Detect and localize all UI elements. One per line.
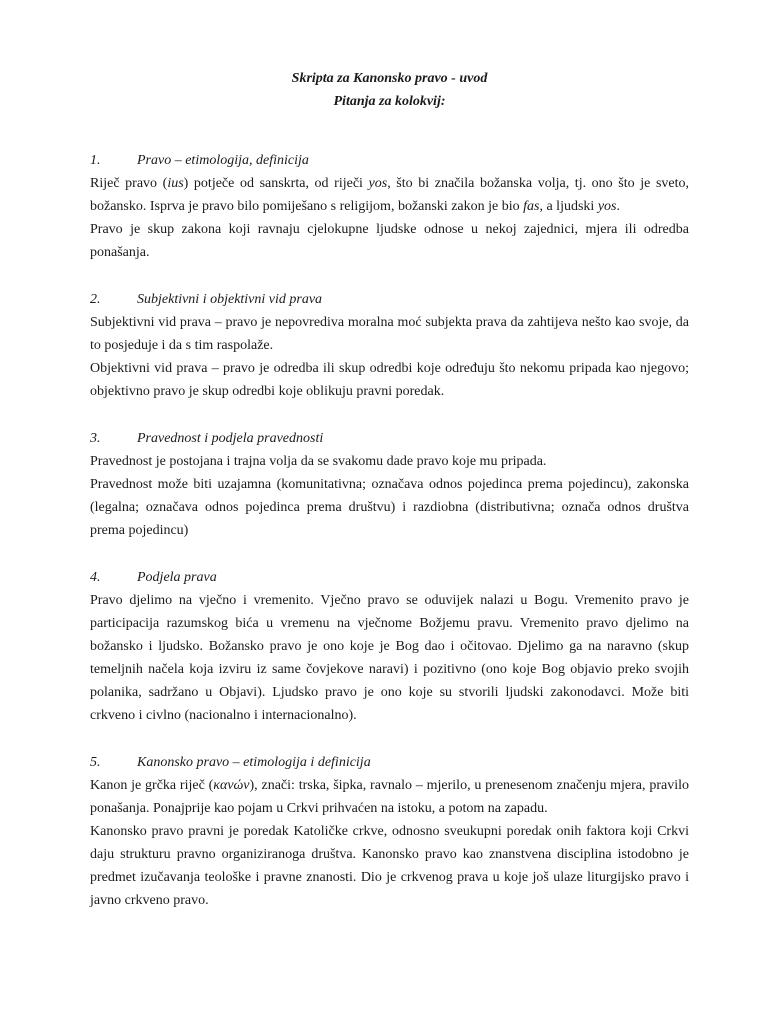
section-3	[90, 427, 689, 542]
text-run: Kanonsko pravo pravni je poredak Katoličke crkve, odnosno sveukupni poredak onih faktora koji Crkvi daju strukturu pravno organiziranoga društva. Kanonsko pravo kao znanstvena disciplina istodobno je predmet izučavanja teološke i pravne znanosti. Dio je crkvenog prava u koje još ulaze liturgijsko pravo i javno crkveno pravo.	[90, 824, 689, 908]
sections-container	[90, 149, 689, 912]
paragraph	[90, 218, 689, 264]
italic-term: yos	[368, 176, 388, 191]
italic-term: fas	[523, 199, 540, 214]
section-number: 2.	[90, 292, 101, 307]
section-heading-text: Kanonsko pravo – etimologija i definicija	[137, 755, 371, 770]
section-4	[90, 566, 689, 727]
section-1	[90, 149, 689, 264]
paragraph	[90, 357, 689, 403]
section-heading	[90, 566, 689, 589]
section-5	[90, 751, 689, 912]
text-run: Pravo je skup zakona koji ravnaju cjelokupne ljudske odnose u nekoj zajednici, mjera ili odredba ponašanja.	[90, 222, 689, 260]
text-run: Pravo djelimo na vječno i vremenito. Vječno pravo se oduvijek nalazi u Bogu. Vremenito pravo je participacija razumskog bića u vremenu na vječnome Božjemu pravu. Vremenito pravo djelimo na božansko i ljudsko. Božansko pravo je ono koje je Bog dao i očitovao. Djelimo ga na naravno (skup temeljnih načela koja izviru iz same čovjekove naravi) i pozitivno (ono koje Bog objavio preko svojih polanika, sadržano u Objavi). Ljudsko pravo je ono koje su stvorili ljudski zakonodavci. Može biti crkveno i civlno (nacionalno i internacionalno).	[90, 593, 689, 723]
text-run: ) potječe od sanskrta, od riječi	[183, 176, 369, 191]
text-run: , a ljudski	[539, 199, 598, 214]
paragraph	[90, 311, 689, 357]
document-title: Skripta za Kanonsko pravo - uvod	[291, 71, 488, 86]
paragraph	[90, 473, 689, 542]
text-run: Pravednost može biti uzajamna (komunitativna; označava odnos pojedinca prema pojedincu), zakonska (legalna; označava odnos pojedinca prema društvu) i razdiobna (distributivna; označa odnos društva prema pojedincu)	[90, 477, 689, 538]
section-heading-text: Podjela prava	[137, 570, 217, 585]
paragraph	[90, 589, 689, 727]
section-heading-text: Pravednost i podjela pravednosti	[137, 431, 324, 446]
section-2	[90, 288, 689, 403]
text-run: Riječ pravo (	[90, 176, 168, 191]
text-run: ), znači: trska, šipka, ravnalo – mjerilo, u prenesenom značenju mjera, pravilo ponašanja. Ponajprije kao pojam u Crkvi prihvaćen na istoku, a potom na zapadu.	[90, 778, 689, 816]
section-heading	[90, 149, 689, 172]
section-heading	[90, 751, 689, 774]
paragraph	[90, 820, 689, 912]
section-number: 1.	[90, 153, 101, 168]
document-subtitle: Pitanja za kolokvij:	[333, 94, 446, 109]
paragraph	[90, 450, 689, 473]
document-title-block	[90, 67, 689, 113]
text-run: Pravednost je postojana i trajna volja da se svakomu dade pravo koje mu pripada.	[90, 454, 547, 469]
text-run: , što bi značila božanska volja, tj. ono što je sveto, božansko. Isprva je pravo bilo pomiješano s religijom, božanski zakon je bio	[90, 176, 690, 214]
paragraph	[90, 774, 689, 820]
text-run: .	[616, 199, 620, 214]
italic-term: yos	[597, 199, 617, 214]
text-run: Subjektivni vid prava – pravo je nepovrediva moralna moć subjekta prava da zahtijeva nešto kao svoje, da to posjeduje i da s tim raspolaže.	[90, 315, 689, 353]
italic-term: κανών	[213, 778, 250, 793]
paragraph	[90, 172, 689, 218]
section-heading-text: Subjektivni i objektivni vid prava	[137, 292, 323, 307]
italic-term: ius	[167, 176, 184, 191]
section-heading	[90, 288, 689, 311]
section-number: 5.	[90, 755, 101, 770]
section-number: 3.	[90, 431, 101, 446]
section-heading	[90, 427, 689, 450]
section-number: 4.	[90, 570, 101, 585]
text-run: Objektivni vid prava – pravo je odredba ili skup odredbi koje određuju što nekomu pripada kao njegovo; objektivno pravo je skup odredbi koje oblikuju pravni poredak.	[90, 361, 689, 399]
section-heading-text: Pravo – etimologija, definicija	[137, 153, 309, 168]
text-run: Kanon je grčka riječ (	[90, 778, 214, 793]
